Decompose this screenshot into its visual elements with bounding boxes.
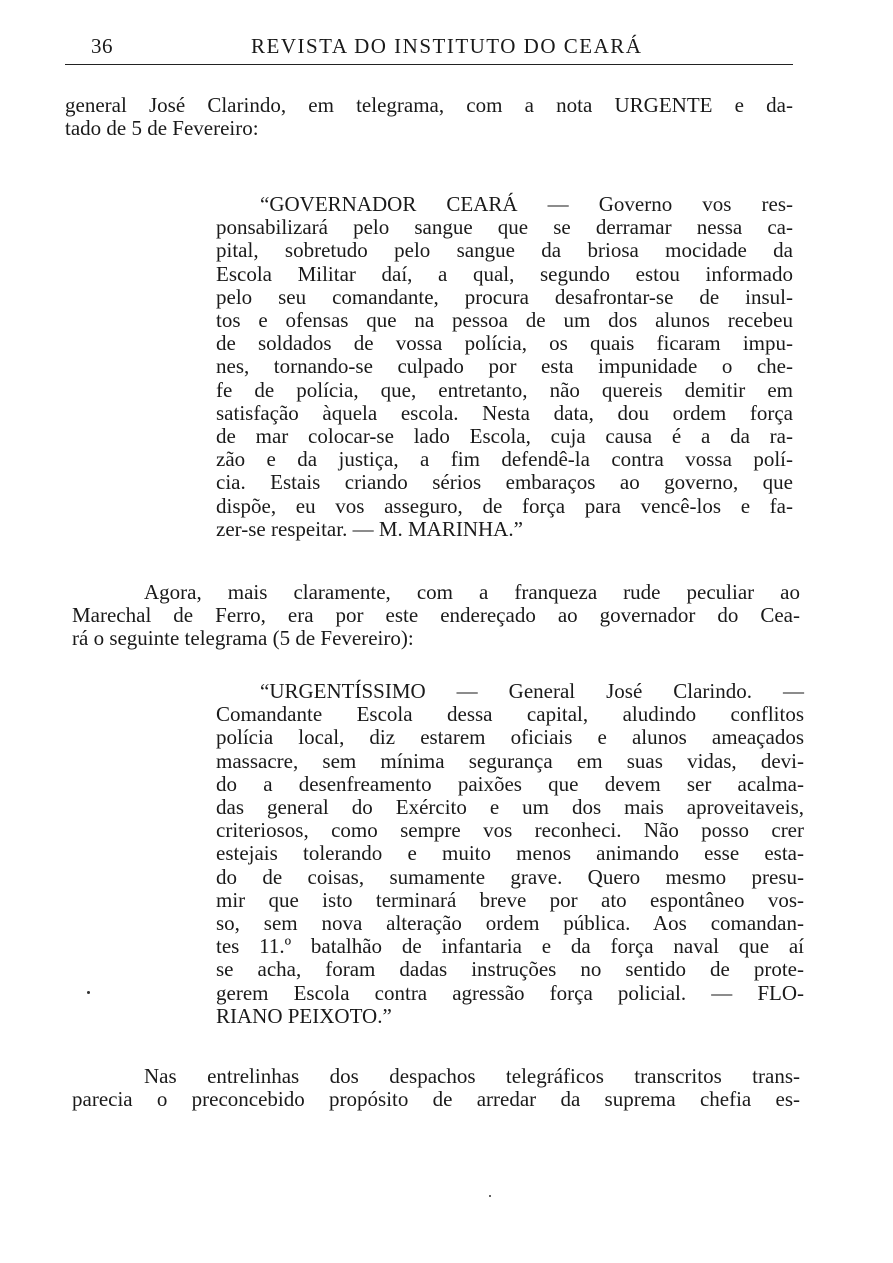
- text-line: pital, sobretudo pelo sangue da briosa mocidade da: [216, 238, 793, 263]
- text-line: de soldados de vossa polícia, os quais ficaram impu-: [216, 331, 793, 356]
- text-line: ponsabilizará pelo sangue que se derramar nessa ca-: [216, 215, 793, 240]
- text-line: “GOVERNADOR CEARÁ — Governo vos res-: [260, 192, 793, 216]
- text-line: Escola Militar daí, a qual, segundo estou informado: [216, 261, 793, 286]
- text-line: tos e ofensas que na pessoa de um dos alunos recebeu: [216, 308, 793, 333]
- text-line: gerem Escola contra agressão força policial. — FLO-: [216, 980, 804, 1005]
- print-speck: [489, 1195, 491, 1197]
- running-title: REVISTA DO INSTITUTO DO CEARÁ: [251, 34, 643, 58]
- text-line: rá o seguinte telegrama (5 de Fevereiro):: [72, 626, 414, 651]
- text-line: Agora, mais claramente, com a franqueza rude peculiar ao: [144, 580, 800, 604]
- text-line: massacre, sem mínima segurança em suas vidas, devi-: [216, 748, 804, 773]
- text-line: Marechal de Ferro, era por este endereçado ao governador do Cea-: [72, 603, 800, 628]
- page-number: 36: [91, 34, 113, 58]
- text-line: pelo seu comandante, procura desafrontar-se de insul-: [216, 284, 793, 309]
- text-line: tes 11.º batalhão de infantaria e da força naval que aí: [216, 934, 804, 959]
- text-line: tado de 5 de Fevereiro:: [65, 116, 259, 141]
- text-line: Nas entrelinhas dos despachos telegráficos transcritos trans-: [144, 1064, 800, 1088]
- quote-telegram-floriano: [216, 680, 804, 1028]
- text-line: estejais tolerando e muito menos animando esse esta-: [216, 841, 804, 866]
- text-line: zão e da justiça, a fim defendê-la contra vossa polí-: [216, 447, 793, 472]
- print-speck: [87, 991, 90, 994]
- text-line: polícia local, diz estarem oficiais e alunos ameaçados: [216, 725, 804, 750]
- text-line: general José Clarindo, em telegrama, com a nota URGENTE e da-: [65, 93, 793, 117]
- text-line: parecia o preconcebido propósito de arredar da suprema chefia es-: [72, 1087, 800, 1112]
- text-line: nes, tornando-se culpado por esta impunidade o che-: [216, 354, 793, 379]
- text-line: Comandante Escola dessa capital, aludindo conflitos: [216, 702, 804, 727]
- page-header: [65, 34, 793, 65]
- text-line: do a desenfreamento paixões que devem ser acalma-: [216, 771, 804, 796]
- text-line: de mar colocar-se lado Escola, cuja causa é a da ra-: [216, 424, 793, 449]
- text-line: cia. Estais criando sérios embaraços ao governo, que: [216, 470, 793, 495]
- text-line: das general do Exército e um dos mais aproveitaveis,: [216, 795, 804, 820]
- text-line: criteriosos, como sempre vos reconheci. Não posso crer: [216, 818, 804, 843]
- text-line: “URGENTÍSSIMO — General José Clarindo. —: [260, 679, 804, 703]
- text-line: do de coisas, sumamente grave. Quero mesmo presu-: [216, 864, 804, 889]
- text-line: se acha, foram dadas instruções no sentido de prote-: [216, 957, 804, 982]
- paragraph-agora: [72, 581, 800, 651]
- text-line: dispõe, eu vos asseguro, de força para vencê-los e fa-: [216, 493, 793, 518]
- text-line: zer-se respeitar. — M. MARINHA.”: [216, 516, 523, 541]
- text-line: satisfação àquela escola. Nesta data, dou ordem força: [216, 400, 793, 425]
- paragraph-intro: [65, 94, 793, 140]
- quote-telegram-marinha: [216, 193, 793, 541]
- text-line: mir que isto terminará breve por ato espontâneo vos-: [216, 887, 804, 912]
- text-line: fe de polícia, que, entretanto, não quereis demitir em: [216, 377, 793, 402]
- paragraph-entrelinhas: [72, 1065, 800, 1111]
- text-line: RIANO PEIXOTO.”: [216, 1003, 392, 1028]
- text-line: so, sem nova alteração ordem pública. Aos comandan-: [216, 911, 804, 936]
